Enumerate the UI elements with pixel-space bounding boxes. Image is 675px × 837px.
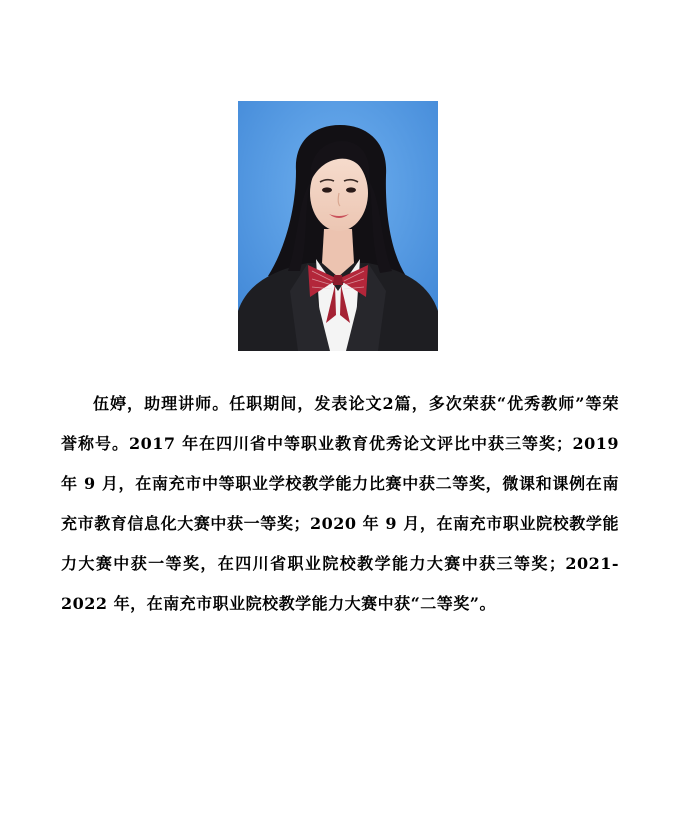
biography-paragraph: 伍婷，助理讲师。任职期间，发表论文2篇，多次荣获“优秀教师”等荣誉称号。2017 年在四川省中等职业教育优秀论文评比中获三等奖；2019 年 9 月，在南充市中等职业学校教学能力比赛中获二等奖，微课和课例在南充市教育信息化大赛中获一等奖；2020 年 9 月，在南充市职业院校教学能力大赛中获一等奖，在四川省职业院校教学能力大赛中获三等奖；2021-2022 年，在南充市职业院校教学能力大赛中获“二等奖”。 (61, 394, 619, 613)
portrait-photo (238, 101, 438, 351)
